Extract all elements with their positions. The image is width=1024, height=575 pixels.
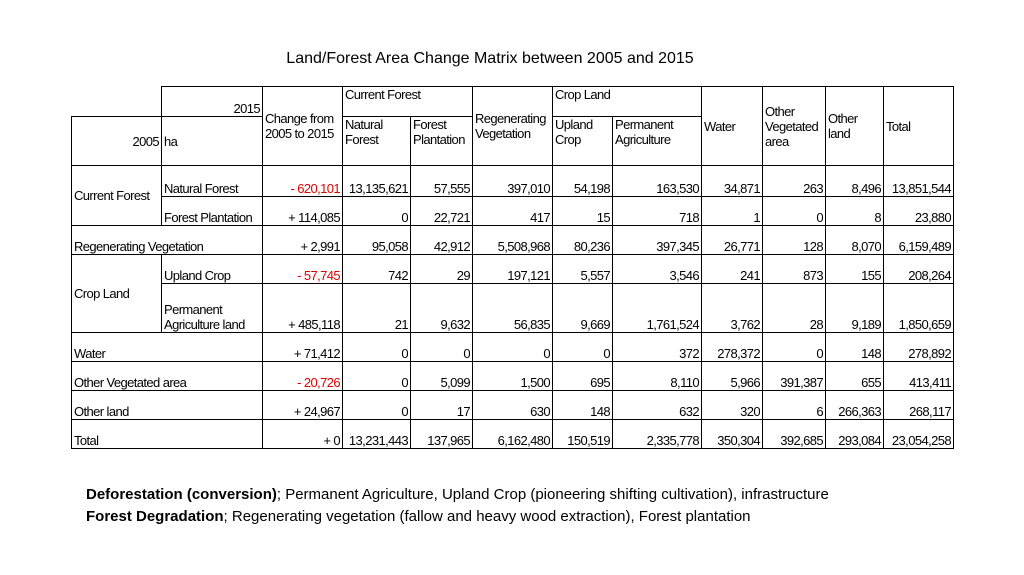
cell-value: 148 <box>553 391 613 420</box>
row-label: Other land <box>72 391 263 420</box>
cell-value: 13,851,544 <box>884 166 954 197</box>
deforestation-label: Deforestation (conversion) <box>86 486 277 503</box>
cell-value: 23,880 <box>884 197 954 226</box>
cell-value: 263 <box>763 166 826 197</box>
cell-value: 268,117 <box>884 391 954 420</box>
cell-value: 0 <box>763 197 826 226</box>
change-value: - 20,726 <box>263 362 343 391</box>
cell-value: 266,363 <box>826 391 884 420</box>
cell-value: 22,721 <box>411 197 473 226</box>
cell-value: 0 <box>411 333 473 362</box>
change-value: + 2,991 <box>263 226 343 255</box>
cell-value: 34,871 <box>702 166 763 197</box>
table-row <box>72 333 954 362</box>
table-row <box>72 166 954 197</box>
row-group-label: Current Forest <box>72 166 162 226</box>
cell-value: 630 <box>473 391 553 420</box>
degradation-label: Forest Degradation <box>86 508 224 525</box>
cell-value: 5,099 <box>411 362 473 391</box>
cell-value: 128 <box>763 226 826 255</box>
header-upland-crop: Upland Crop <box>553 117 613 166</box>
cell-value: 1,761,524 <box>613 284 702 333</box>
cell-value: 8,496 <box>826 166 884 197</box>
cell-value: 2,335,778 <box>613 420 702 449</box>
cell-value: 293,084 <box>826 420 884 449</box>
cell-value: 0 <box>553 333 613 362</box>
table-row <box>72 391 954 420</box>
cell-value: 155 <box>826 255 884 284</box>
table-row <box>72 362 954 391</box>
cell-value: 5,508,968 <box>473 226 553 255</box>
change-value: + 0 <box>263 420 343 449</box>
cell-value: 1,500 <box>473 362 553 391</box>
cell-value: 197,121 <box>473 255 553 284</box>
cell-value: 54,198 <box>553 166 613 197</box>
cell-value: 5,966 <box>702 362 763 391</box>
row-label: Total <box>72 420 263 449</box>
cell-value: 13,231,443 <box>343 420 411 449</box>
notes <box>86 484 946 528</box>
cell-value: 417 <box>473 197 553 226</box>
cell-value: 1,850,659 <box>884 284 954 333</box>
cell-value: 28 <box>763 284 826 333</box>
header-regenerating-vegetation: Regenerating Vegetation <box>473 87 553 166</box>
table-row-total <box>72 420 954 449</box>
cell-value: 278,892 <box>884 333 954 362</box>
cell-value: 655 <box>826 362 884 391</box>
cell-value: 208,264 <box>884 255 954 284</box>
cell-value: 413,411 <box>884 362 954 391</box>
row-group-label: Crop Land <box>72 255 162 333</box>
corner-blank <box>72 87 162 117</box>
cell-value: 397,010 <box>473 166 553 197</box>
row-label: Upland Crop <box>162 255 263 284</box>
change-matrix-table <box>71 86 954 449</box>
table-row <box>72 255 954 284</box>
cell-value: 17 <box>411 391 473 420</box>
cell-value: 6 <box>763 391 826 420</box>
cell-value: 392,685 <box>763 420 826 449</box>
degradation-note <box>86 506 946 528</box>
cell-value: 8 <box>826 197 884 226</box>
cell-value: 6,162,480 <box>473 420 553 449</box>
cell-value: 397,345 <box>613 226 702 255</box>
cell-value: 9,669 <box>553 284 613 333</box>
row-label: Natural Forest <box>162 166 263 197</box>
cell-value: 13,135,621 <box>343 166 411 197</box>
header-permanent-agriculture: Permanent Agriculture <box>613 117 702 166</box>
page-title: Land/Forest Area Change Matrix between 2005 and 2015 <box>286 50 694 67</box>
cell-value: 350,304 <box>702 420 763 449</box>
cell-value: 391,387 <box>763 362 826 391</box>
header-forest-plantation: Forest Plantation <box>411 117 473 166</box>
change-value: - 620,101 <box>263 166 343 197</box>
cell-value: 8,110 <box>613 362 702 391</box>
cell-value: 0 <box>343 362 411 391</box>
cell-value: 42,912 <box>411 226 473 255</box>
cell-value: 9,632 <box>411 284 473 333</box>
cell-value: 1 <box>702 197 763 226</box>
header-natural-forest: Natural Forest <box>343 117 411 166</box>
cell-value: 163,530 <box>613 166 702 197</box>
cell-value: 0 <box>343 333 411 362</box>
cell-value: 873 <box>763 255 826 284</box>
cell-value: 695 <box>553 362 613 391</box>
change-value: + 114,085 <box>263 197 343 226</box>
row-label: Forest Plantation <box>162 197 263 226</box>
change-value: + 71,412 <box>263 333 343 362</box>
deforestation-note <box>86 484 946 506</box>
cell-value: 3,762 <box>702 284 763 333</box>
table-row <box>72 197 954 226</box>
header-crop-land: Crop Land <box>553 87 702 117</box>
header-other-land: Other land <box>826 87 884 166</box>
cell-value: 241 <box>702 255 763 284</box>
cell-value: 15 <box>553 197 613 226</box>
cell-value: 80,236 <box>553 226 613 255</box>
cell-value: 0 <box>343 391 411 420</box>
cell-value: 57,555 <box>411 166 473 197</box>
cell-value: 0 <box>343 197 411 226</box>
cell-value: 23,054,258 <box>884 420 954 449</box>
cell-value: 320 <box>702 391 763 420</box>
header-year-2005: 2005 <box>72 117 162 166</box>
table-row <box>72 284 954 333</box>
cell-value: 718 <box>613 197 702 226</box>
cell-value: 95,058 <box>343 226 411 255</box>
deforestation-text: ; Permanent Agriculture, Upland Crop (pioneering shifting cultivation), infrastructure <box>276 486 829 503</box>
cell-value: 29 <box>411 255 473 284</box>
row-label: Other Vegetated area <box>72 362 263 391</box>
cell-value: 5,557 <box>553 255 613 284</box>
row-label: Permanent Agriculture land <box>162 284 263 333</box>
cell-value: 56,835 <box>473 284 553 333</box>
header-water: Water <box>702 87 763 166</box>
cell-value: 0 <box>473 333 553 362</box>
cell-value: 6,159,489 <box>884 226 954 255</box>
cell-value: 0 <box>763 333 826 362</box>
header-change: Change from 2005 to 2015 <box>263 87 343 166</box>
header-year-2015: 2015 <box>162 87 263 117</box>
cell-value: 21 <box>343 284 411 333</box>
change-value: - 57,745 <box>263 255 343 284</box>
header-current-forest: Current Forest <box>343 87 473 117</box>
cell-value: 278,372 <box>702 333 763 362</box>
cell-value: 742 <box>343 255 411 284</box>
change-value: + 485,118 <box>263 284 343 333</box>
cell-value: 26,771 <box>702 226 763 255</box>
cell-value: 9,189 <box>826 284 884 333</box>
row-label: Water <box>72 333 263 362</box>
cell-value: 148 <box>826 333 884 362</box>
cell-value: 3,546 <box>613 255 702 284</box>
table-row <box>72 226 954 255</box>
cell-value: 137,965 <box>411 420 473 449</box>
cell-value: 8,070 <box>826 226 884 255</box>
header-other-vegetated: Other Vegetated area <box>763 87 826 166</box>
header-unit: ha <box>162 117 263 166</box>
change-value: + 24,967 <box>263 391 343 420</box>
row-label: Regenerating Vegetation <box>72 226 263 255</box>
cell-value: 632 <box>613 391 702 420</box>
degradation-text: ; Regenerating vegetation (fallow and heavy wood extraction), Forest plantation <box>223 508 751 525</box>
cell-value: 150,519 <box>553 420 613 449</box>
cell-value: 372 <box>613 333 702 362</box>
header-total: Total <box>884 87 954 166</box>
